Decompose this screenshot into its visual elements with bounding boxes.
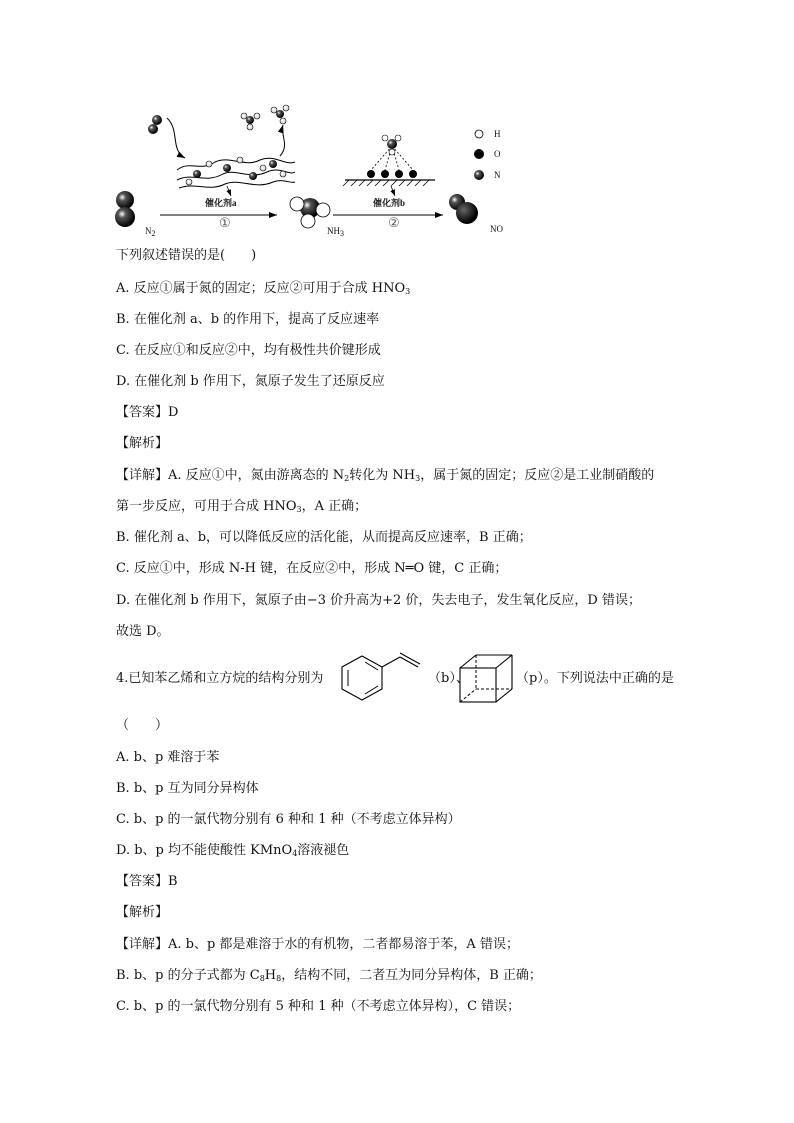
legend-icons [474,130,484,180]
q4-option-c: C. b、p 的一氯代物分别有 6 种和 1 种（不考虑立体异构） [116,812,461,827]
q4-paren: （ ） [116,718,169,733]
q4-answer: 【答案】B [116,874,178,889]
catalyst-b-surface-icon [343,135,435,186]
n2-molecule-icon [115,191,135,227]
no-molecule-icon [449,194,478,224]
step-2-label: ② [388,216,400,231]
q3-answer: 【答案】D [116,405,179,420]
q4-label-p: （p）。下列说法中正确的是 [516,671,674,686]
q4-option-a: A. b、p 难溶于苯 [116,750,220,765]
reaction-diagram [105,100,525,240]
q3-detail-b: B. 催化剂 a、b，可以降低反应的活化能，从而提高反应速率，B 正确； [116,530,532,545]
catalyst-a-label: 催化剂a [205,198,237,208]
catalyst-b-label: 催化剂b [373,198,406,208]
q3-analysis-heading: 【解析】 [116,436,169,451]
legend-n-label: N [494,170,501,180]
q4-option-b: B. b、p 互为同分异构体 [116,781,259,796]
q3-option-a: A. 反应①属于氮的固定；反应②可用于合成 $HNO_3$ [116,281,411,296]
legend-o-label: O [494,149,501,159]
q3-option-d: D. 在催化剂 b 作用下，氮原子发生了还原反应 [116,374,385,389]
q3-conclusion: 故选 D。 [116,624,170,639]
q3-option-b: B. 在催化剂 a、b 的作用下，提高了反应速率 [116,312,380,327]
nh3-molecule-icon [290,197,330,228]
small-n2-icon [148,115,162,134]
nh3-top-icon [241,105,289,130]
q3-option-c: C. 在反应①和反应②中，均有极性共价键形成 [116,343,381,358]
q4-option-d: D. b、p 均不能使酸性 KMnO$_4$溶液褪色 [116,843,350,858]
q4-analysis-heading: 【解析】 [116,905,169,920]
q4-detail-c: C. b、p 的一氯代物分别有 5 种和 1 种（不考虑立体异构），C 错误； [116,999,521,1014]
catalyst-a-surface-icon [177,157,295,188]
q3-detail-line-2: 第一步反应，可用于合成 $HNO_3$，A 正确； [116,499,368,514]
q3-detail-d: D. 在催化剂 b 作用下，氮原子由−3 价升高为+2 价，失去电子，发生氧化反应，D 错误； [116,593,641,608]
q3-prompt: 下列叙述错误的是( ) [116,248,257,263]
no-label: NO [490,224,503,234]
q3-detail-line-1: 【详解】A. 反应①中，氮由游离态的 $N_2$转化为 $NH_3$，属于氮的固定；反应②是工业制硝酸的 [116,468,655,483]
n2-label: $N_2$ [145,226,156,238]
q4-detail-a: 【详解】A. b、p 都是难溶于水的有机物，二者都易溶于苯，A 错误； [116,937,519,952]
nh3-label: $NH_3$ [327,226,344,238]
q4-detail-b: B. b、p 的分子式都为 $C_8H_8$，结构不同，二者互为同分异构体，B 正确； [116,968,542,983]
step-1-label: ① [219,216,231,231]
styrene-structure-icon [338,650,426,706]
q3-detail-c: C. 反应①中，形成 N-H 键，在反应②中，形成 N═O 键，C 正确； [116,561,508,576]
legend-h-label: H [494,129,501,139]
cubane-structure-icon [456,652,518,706]
q4-label-b: （b）、 [428,671,469,686]
q4-stem: 4.已知苯乙烯和立方烷的结构分别为 [116,671,324,686]
